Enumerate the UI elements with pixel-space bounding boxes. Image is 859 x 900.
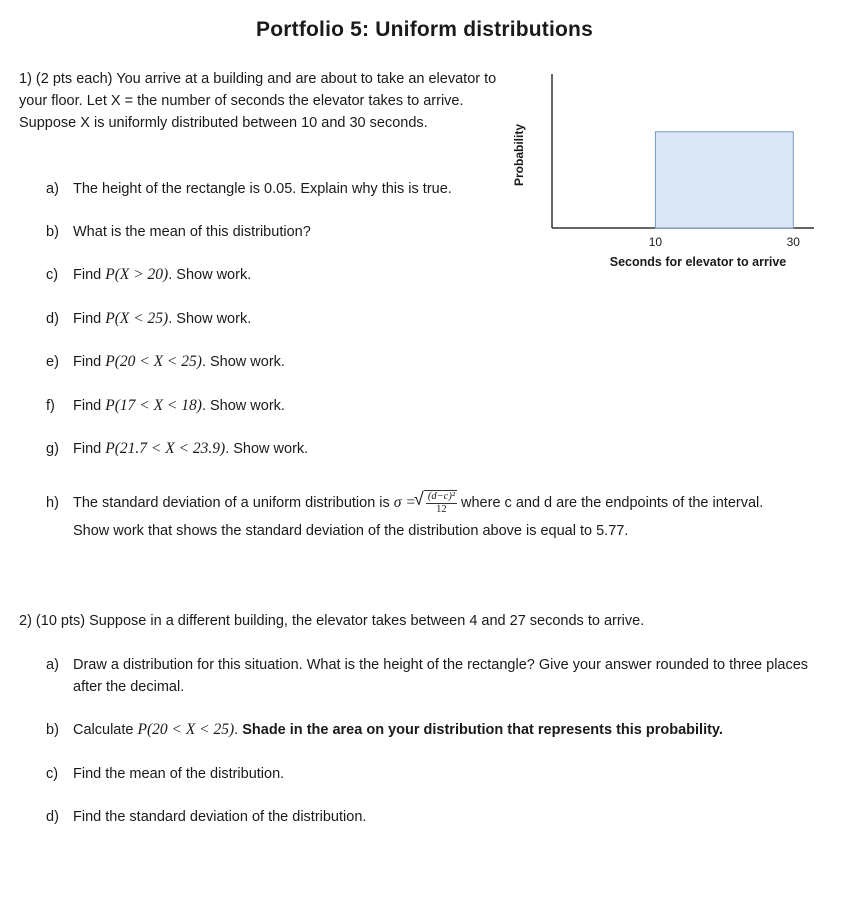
sigma-symbol: σ = [393,493,416,511]
q1-item-g: g) Find P(21.7 < X < 23.9). Show work. [46,440,309,457]
q2-item-c: c) Find the mean of the distribution. [46,766,285,782]
x-axis-label: Seconds for elevator to arrive [609,255,787,269]
q1-item-b: b) What is the mean of this distribution? [46,224,311,240]
math-expression: P(X < 25) [105,310,169,327]
q1-item-d: d) Find P(X < 25). Show work. [46,310,252,327]
math-expression: P(X > 20) [105,266,169,283]
x-tick-label: 10 [648,235,663,249]
q1-item-a: a) The height of the rectangle is 0.05. Explain why this is true. [46,181,452,197]
shade-instruction: Shade in the area on your distribution that represents this probability. [242,722,723,738]
q1-item-c: c) Find P(X > 20). Show work. [46,266,252,283]
density-rectangle [655,132,793,228]
q1-item-f: f) Find P(17 < X < 18). Show work. [46,397,285,414]
math-expression: P(17 < X < 18) [105,397,202,414]
math-expression: P(20 < X < 25) [105,353,202,370]
q2-item-b: b) Calculate P(20 < X < 25). Shade in the area on your distribution that represents this probability. [46,721,723,738]
x-tick-label: 30 [786,235,800,249]
y-axis-label: Probability [512,123,526,187]
q1-item-e: e) Find P(20 < X < 25). Show work. [46,353,285,370]
q2-intro: 2) (10 pts) Suppose in a different building, the elevator takes between 4 and 27 seconds to arrive. [19,613,645,629]
uniform-distribution-chart [505,60,825,280]
q2-item-a: a) Draw a distribution for this situation. What is the height of the rectangle? Give your answer rounded to three places after the decimal. [46,657,809,695]
math-expression: P(20 < X < 25) [137,721,235,738]
q2-item-d: d) Find the standard deviation of the distribution. [46,809,367,825]
q1-item-h: h) The standard deviation of a uniform distribution is σ = √ $\frac{\text{(d−c)²}}{12}$ where c and d are the endpoints of the interval. Show work that shows the standard deviation of the distribution above is equal to 5.77. [46,490,836,542]
sqrt-formula: √ $\frac{\text{(d−c)²}}{12}$ [424,490,457,516]
page-title: Portfolio 5: Uniform distributions [256,18,593,41]
q1-intro: 1) (2 pts each) You arrive at a building and are about to take an elevator to your floor. Let X = the number of seconds the elevator takes to arrive. Suppose X is uniformly distributed between 10 and 30 seconds. [19,71,497,131]
math-expression: P(21.7 < X < 23.9) [105,440,226,457]
